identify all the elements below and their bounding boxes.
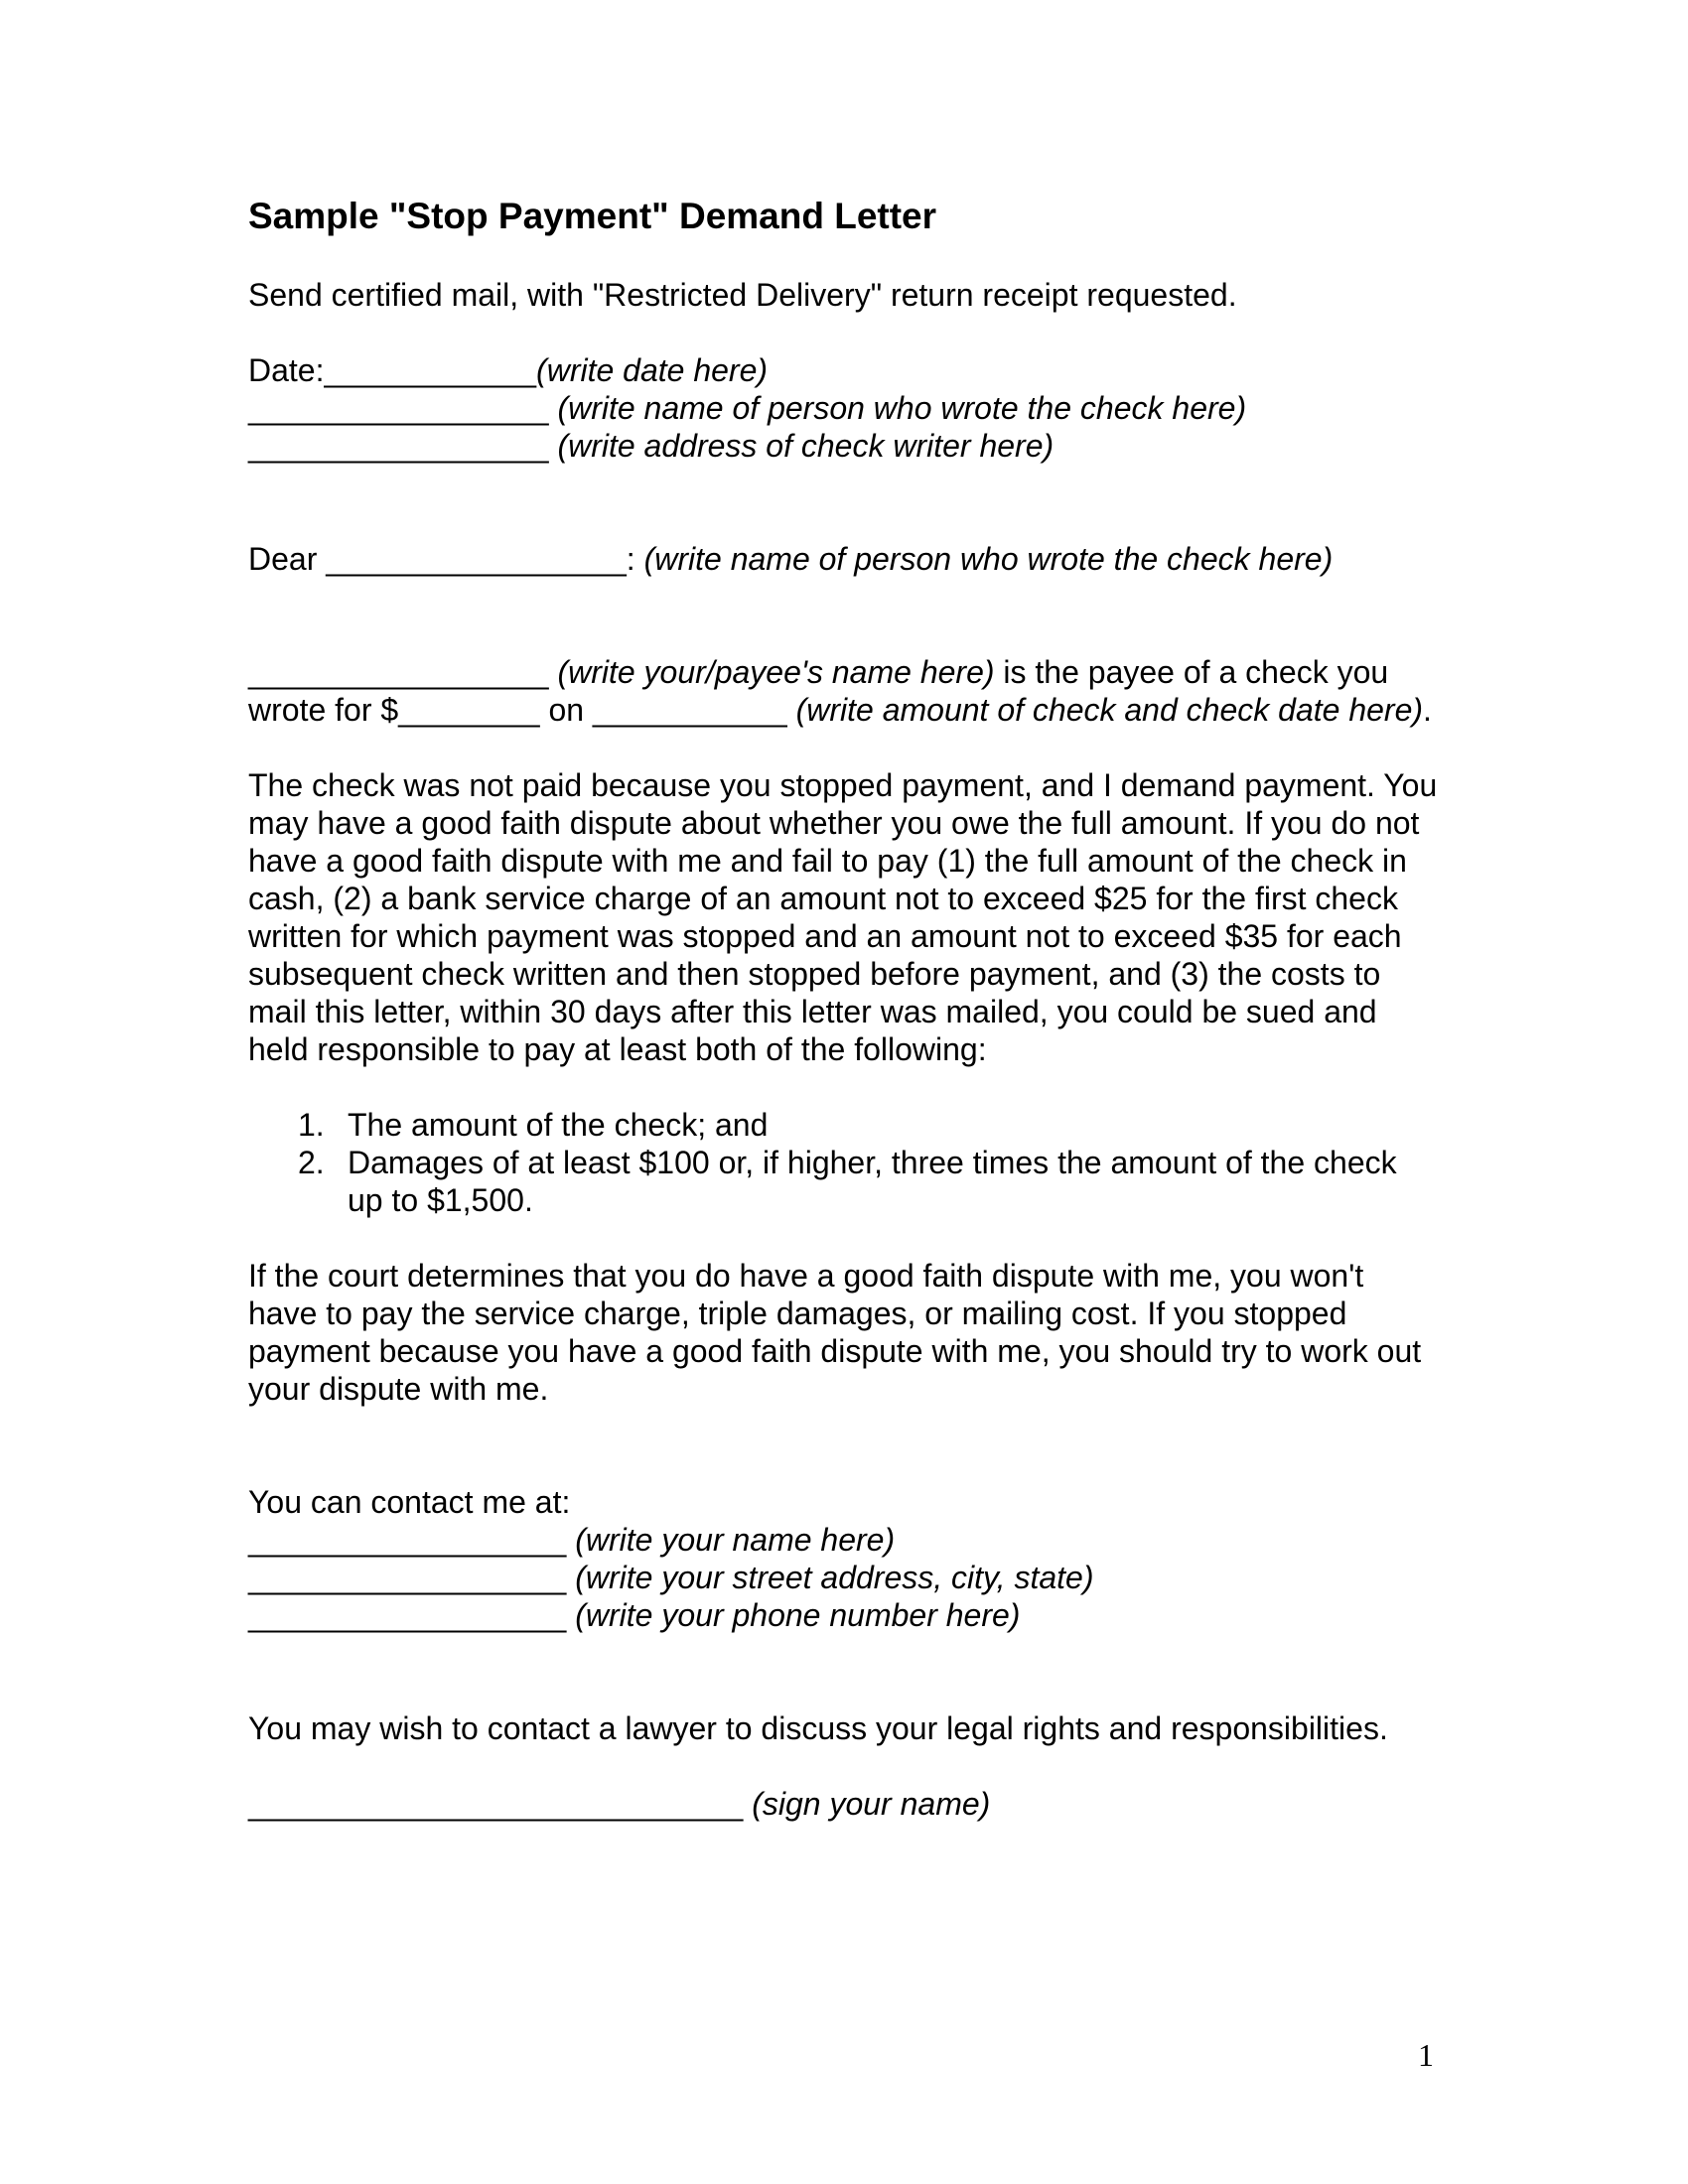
damages-list xyxy=(248,1106,1440,1219)
writer-name-line xyxy=(248,389,1440,427)
mailing-instruction: Send certified mail, with "Restricted Delivery" return receipt requested. xyxy=(248,277,1237,313)
list-item-text: The amount of the check; and xyxy=(348,1107,769,1143)
list-item xyxy=(298,1144,1440,1219)
dispute-paragraph: If the court determines that you do have a good faith dispute with me, you won't have to pay the service charge, triple damages, or mailing cost. If you stopped payment because you have a good faith dispute with me, you should try to work out your dispute with me. xyxy=(248,1258,1422,1407)
contact-street-hint: (write your street address, city, state) xyxy=(575,1560,1094,1595)
contact-street-blank: __________________ xyxy=(248,1560,576,1595)
signature-hint: (sign your name) xyxy=(752,1786,991,1822)
amount-date-hint: (write amount of check and check date here) xyxy=(795,692,1424,728)
writer-address-blank: _________________ xyxy=(248,428,558,464)
lawyer-note: You may wish to contact a lawyer to discuss your legal rights and responsibilities. xyxy=(248,1710,1388,1746)
contact-name-line xyxy=(248,1521,1440,1559)
list-item-number: 2. xyxy=(298,1145,325,1180)
contact-name-hint: (write your name here) xyxy=(575,1522,896,1558)
page-title: Sample "Stop Payment" Demand Letter xyxy=(248,196,937,236)
contact-intro: You can contact me at: xyxy=(248,1484,571,1520)
writer-name-blank: _________________ xyxy=(248,390,558,426)
payee-name-hint: (write your/payee's name here) xyxy=(557,654,995,690)
writer-name-hint: (write name of person who wrote the check here) xyxy=(557,390,1247,426)
contact-phone-line xyxy=(248,1596,1440,1634)
date-label: Date:____________ xyxy=(248,352,537,388)
salutation-hint: (write name of person who wrote the check here) xyxy=(643,541,1334,577)
payee-text: is the payee of a check you wrote for $________ on ___________ xyxy=(248,654,1389,728)
signature-line xyxy=(248,1785,1440,1823)
payee-paragraph xyxy=(248,653,1440,729)
contact-phone-hint: (write your phone number here) xyxy=(575,1597,1021,1633)
contact-block xyxy=(248,1483,1440,1634)
writer-address-line xyxy=(248,427,1440,465)
contact-phone-blank: __________________ xyxy=(248,1597,576,1633)
list-item-text: Damages of at least $100 or, if higher, three times the amount of the check up to $1,500. xyxy=(348,1145,1397,1218)
signature-blank: ____________________________ xyxy=(248,1786,753,1822)
contact-name-blank: __________________ xyxy=(248,1522,576,1558)
date-line xyxy=(248,351,1440,389)
page-number: 1 xyxy=(1418,2037,1434,2073)
salutation-prefix: Dear _________________: xyxy=(248,541,644,577)
writer-address-hint: (write address of check writer here) xyxy=(557,428,1055,464)
payee-end: . xyxy=(1423,692,1432,728)
salutation xyxy=(248,540,1440,578)
list-item xyxy=(298,1106,1440,1144)
list-item-number: 1. xyxy=(298,1107,325,1143)
contact-street-line xyxy=(248,1559,1440,1596)
header-block xyxy=(248,351,1440,465)
payee-blank: _________________ xyxy=(248,654,558,690)
letter-page xyxy=(248,195,1440,1823)
body-paragraph: The check was not paid because you stopped payment, and I demand payment. You may have a good faith dispute about whether you owe the full amount. If you do not have a good faith dispute with me and fail to pay (1) the full amount of the check in cash, (2) a bank service charge of an amount not to exceed $25 for the first check written for which payment was stopped and an amount not to exceed $35 for each subsequent check written and then stopped before payment, and (3) the costs to mail this letter, within 30 days after this letter was mailed, you could be sued and held responsible to pay at least both of the following: xyxy=(248,767,1438,1067)
date-hint: (write date here) xyxy=(536,352,769,388)
